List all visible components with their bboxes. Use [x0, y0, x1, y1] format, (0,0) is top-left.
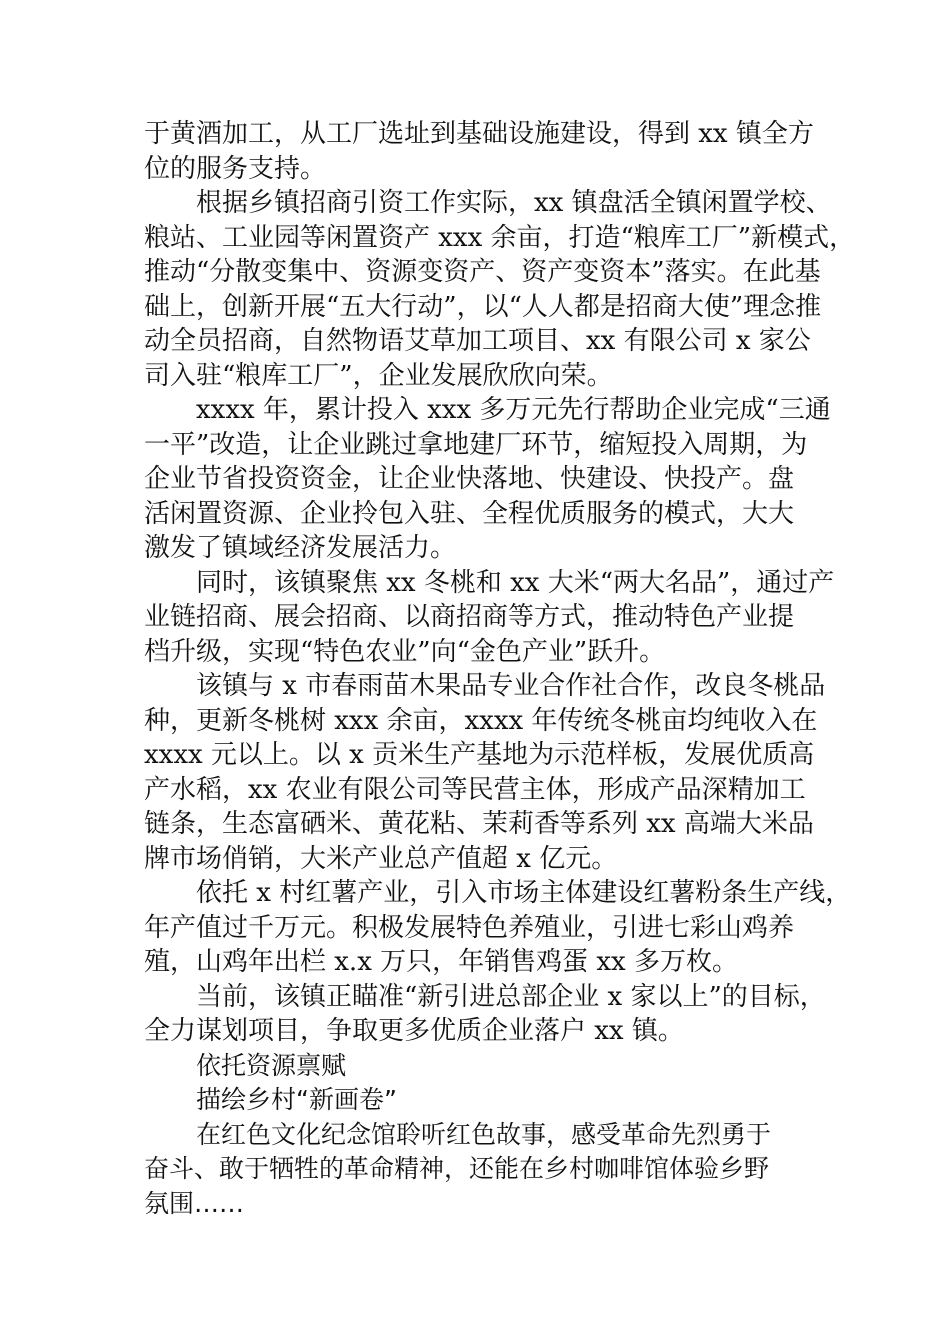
section-heading-line: 描绘乡村“新画卷” [196, 1085, 397, 1114]
paragraph-start-line: 当前，该镇正瞄准“新引进总部企业 x 家以上”的目标， [196, 981, 826, 1012]
text-line: 殖，山鸡年出栏 x.x 万只，年销售鸡蛋 xx 多万枚。 [144, 947, 738, 977]
text-line: 粮站、工业园等闲置资产 xxx 余亩，打造“粮库工厂”新模式， [144, 222, 856, 253]
text-line: 奋斗、敢于牺牲的革命精神，还能在乡村咖啡馆体验乡野 [144, 1154, 770, 1183]
text-line: 产水稻，xx 农业有限公司等民营主体，形成产品深精加工 [144, 774, 806, 805]
text-line: 司入驻“粮库工厂”，企业发展欣欣向荣。 [144, 360, 613, 391]
text-line: 年产值过千万元。积极发展特色养殖业，引进七彩山鸡养 [144, 912, 795, 943]
document-body [144, 117, 856, 1221]
paragraph-start-line: 在红色文化纪念馆聆听红色故事，感受革命先烈勇于 [196, 1119, 772, 1149]
text-line: 于黄酒加工，从工厂选址到基础设施建设，得到 xx 镇全方 [144, 119, 814, 149]
text-line: 一平”改造，让企业跳过拿地建厂环节，缩短投入周期，为 [144, 429, 808, 460]
text-line: 激发了镇域经济发展活力。 [144, 533, 457, 563]
paragraph-start-line: xxxx 年，累计投入 xxx 多万元先行帮助企业完成“三通 [196, 395, 831, 425]
text-line: 础上，创新开展“五大行动”，以“人人都是招商大使”理念推 [144, 291, 822, 322]
paragraph-start-line: 同时，该镇聚焦 xx 冬桃和 xx 大米“两大名品”，通过产 [196, 567, 835, 598]
text-line: 业链招商、展会招商、以商招商等方式，推动特色产业提 [144, 602, 795, 632]
text-line: 链条，生态富硒米、黄花粘、茉莉香等系列 xx 高端大米品 [144, 809, 814, 839]
paragraph-start-line: 根据乡镇招商引资工作实际，xx 镇盘活全镇闲置学校、 [196, 188, 832, 218]
text-line: 种，更新冬桃树 xxx 余亩，xxxx 年传统冬桃亩均纯收入在 [144, 705, 818, 736]
text-line: 动全员招商，自然物语艾草加工项目、xx 有限公司 x 家公 [144, 326, 811, 356]
text-line: 牌市场俏销，大米产业总产值超 x 亿元。 [144, 843, 618, 874]
text-line: xxxx 元以上。以 x 贡米生产基地为示范样板，发展优质高 [144, 740, 815, 770]
text-line: 推动“分散变集中、资源变资产、资产变资本”落实。在此基 [144, 257, 821, 287]
paragraph-start-line: 依托 x 村红薯产业，引入市场主体建设红薯粉条生产线， [196, 878, 852, 908]
paragraph-start-line: 该镇与 x 市春雨苗木果品专业合作社合作，改良冬桃品 [196, 671, 826, 701]
text-line: 位的服务支持。 [144, 153, 327, 184]
text-line: 档升级，实现“特色农业”向“金色产业”跃升。 [144, 636, 666, 667]
text-line: 企业节省投资资金，让企业快落地、快建设、快投产。盘 [144, 464, 795, 494]
text-line: 氛围…… [144, 1188, 245, 1218]
section-heading-line: 依托资源禀赋 [196, 1050, 347, 1080]
text-line: 活闲置资源、企业拎包入驻、全程优质服务的模式，大大 [144, 498, 795, 529]
text-line: 全力谋划项目，争取更多优质企业落户 xx 镇。 [144, 1016, 684, 1046]
